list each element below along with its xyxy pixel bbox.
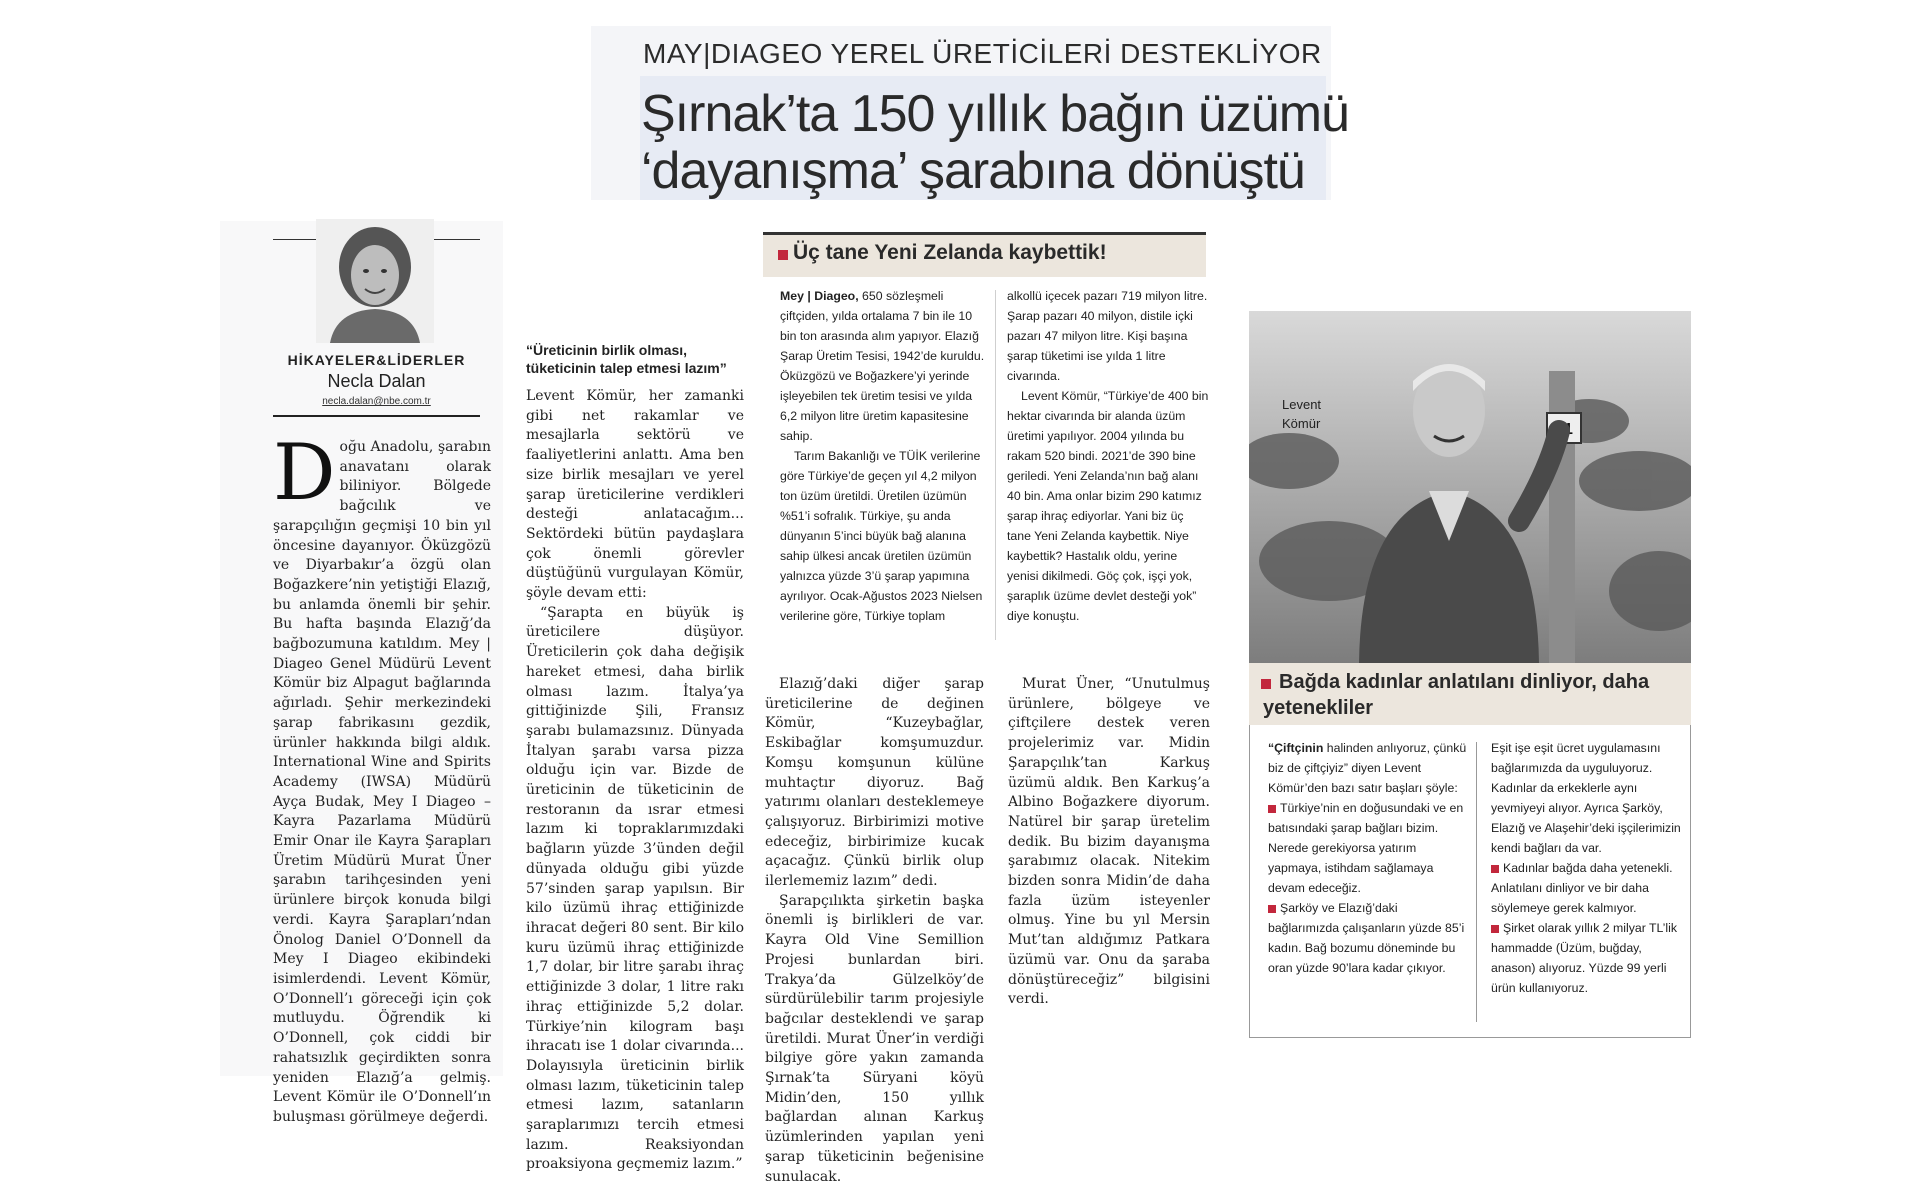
sidebar-paragraph: alkollü içecek pazarı 719 milyon litre. Şarap pazarı 40 milyon, distile içki pazarı 47 milyon litre. Kişi başına şarap tüketimi ise yılda 1 litre civarında.	[1007, 289, 1208, 383]
article-paragraph: Şarapçılıkta şirketin başka önemli iş birlikleri de var. Kayra Old Vine Semillion Projesi bunlardan biri. Trakya’da Gülzelköy’de sürdürülebilir tarım projesiyle bağcılar desteklendi ve şarap üretildi. Murat Üner’in verdiği bilgiye göre yakın zamanda Şırnak’ta Süryani köyü Midin’den, 150 yıllık bağlardan alınan Karkuş üzümlerinden yapılan yeni şarap tüketicinin beğenisine sunulacak.	[765, 892, 984, 1185]
sidebar-paragraph: Levent Kömür, “Türkiye’de 400 bin hektar civarında bir alanda üzüm üretimi yapılıyor. 2004 yılında bu rakam 520 bindi. 2021’de 390 bine geriledi. Yeni Zelanda’nın bağ alanı 40 bin. Ama onlar bizim 290 katımız şarap ihraç ediyorlar. Yani biz üç tane Yeni Zelanda kaybettik. Niye kaybettik? Hastalık oldu, yerine yenisi dikilmedi. Göç çok, işçi yok, şaraplık üzüme devlet desteği yok” diye konuştu.	[1007, 389, 1209, 623]
column-divider	[995, 290, 996, 640]
sidebar-box-column-2	[1007, 286, 1209, 626]
bullet-text: Şirket olarak yıllık 2 milyar TL’lik hammadde (Üzüm, buğday, anason) alıyoruz. Yüzde 99 yerli ürün kullanıyoruz.	[1491, 921, 1678, 995]
article-quote-paragraph: “Şarapta en büyük iş üreticilere düşüyor. Üreticilerin çok daha değişik hareket etmesi, daha birlik olması lazım. İtalya’ya gittiğinizde Şili, Fransız şarabı bulamazsınız. Dünyada İtalyan şarabı varsa pizza olduğu için var. Bizde de üreticinin de tüketicinin de restoranın da ısrar etmesi lazım ki topraklarımızdaki bağların yüzde 3’ünden değil dünyada olduğu gibi yüzde 57’sinden şarap yapılsın. Bir kilo üzümü ihraç ettiğinizde ihracat değeri 80 sent. Bir kilo kuru üzümü ihraç ettiğinizde 1,7 dolar, bir litre şarabı ihraç ettiğinizde 3 dolar, 1 litre rakı ihraç ettiğinizde 5,2 dolar. Türkiye’nin kilogram başı ihracatı ise 1 dolar civarında... Dolayısıyla üreticinin birlik olması lazım, tüketicinin talep etmesi lazım, satanların şaraplarımızı tercih etmesi lazım. Reaksiyondan proaksiyona geçmemiz lazım.”	[526, 604, 744, 1173]
women-box-lead-bold: “Çiftçinin	[1268, 741, 1324, 755]
vine-post-number: 21	[1555, 421, 1573, 438]
bullet-square-icon	[1268, 805, 1276, 813]
bullet-square-icon	[1268, 905, 1276, 913]
bullet-item	[1268, 798, 1468, 898]
author-email-link[interactable]: necla.dalan@nbe.com.tr	[322, 396, 431, 407]
article-paragraph: Murat Üner, “Unutulmuş ürünlere, bölgeye ve çiftçilere destek veren projelerimiz var. Midin Şarapçılık’tan Karkuş üzümü aldık. Ben Karkuş’a Albino Boğazkere diyorum. Natürel bir şarap üretelim dedik. Bu bizim dayanışma şarabımız olacak. Nitekim bizden sonra Midin’de daha fazla üzüm isteyenler olmuş. Yine bu yıl Mersin Mut’tan aldığımız Patkara üzümü var. Onu da şaraba dönüştüreceğiz” bilgisini verdi.	[1008, 676, 1210, 1008]
women-box-title: Bağda kadınlar anlatılanı dinliyor, daha yetenekliler	[1263, 671, 1650, 719]
bullet-item	[1491, 918, 1681, 998]
article-intro-text: oğu Anadolu, şarabın anavatanı olarak biliniyor. Bölgede bağcılık ve şarapçılığın geçmişi 10 bin yıl öncesine dayanıyor. Öküzgözü ve Diyarbakır’a özgü olan Boğazkere’nin yetiştiği Elazığ, bu anlamda önemli bir şehir. Bu hafta başında Elazığ’da bağbozumuna katıldım. Mey | Diageo Genel Müdürü Levent Kömür biz Alpagut bağlarında ağırladı. Şehir merkezindeki şarap fabrikasını gezdik, ürünler hakkında bilgi aldık. International Wine and Spirits Academy (IWSA) Müdürü Ayça Budak, Mey I Diageo – Kayra Pazarlama Müdürü Emir Onar ile Kayra Şarapları Üretim Müdürü Murat Üner şarabın tarihçesinden yeni ürünlere birçok konuda bilgi verdi. Kayra Şarapları’ndan Önolog Daniel O’Donnell da Mey I Diageo ekibindeki isimlerdendi. Levent Kömür, O’Donnell’ı göreceği için çok mutluydu. Öğrendik ki O’Donnell, çok ciddi bir rahatsızlık geçirdikten sonra yeniden Elazığ’a gelmiş. Levent Kömür ile O’Donnell’ın buluşması görülmeye değerdi.	[273, 439, 491, 1125]
bullet-text: Kadınlar bağda daha yetenekli. Anlatılanı dinliyor ve bir daha söylemeye gerek kalmıyor.	[1491, 861, 1673, 915]
bullet-text: Şarköy ve Elazığ’daki bağlarımızda çalışanların yüzde 85’i kadın. Bağ bozumu döneminde bu oran yüzde 90’lara kadar çıkıyor.	[1268, 901, 1465, 975]
article-kicker: MAY|DIAGEO YEREL ÜRETİCİLERİ DESTEKLİYOR	[643, 38, 1322, 69]
women-box-lead-text: halinden anlıyoruz, çünkü biz de çiftçiyiz” diyen Levent Kömür’den bazı satır başları şöyle:	[1268, 741, 1467, 795]
sidebar-box-title: Üç tane Yeni Zelanda kaybettik!	[793, 241, 1107, 264]
headline-line-1: Şırnak’ta 150 yıllık bağın üzümü	[641, 85, 1349, 143]
sidebar-text: 650 sözleşmeli çiftçiden, yılda ortalama 7 bin ile 10 bin ton arasında alım yapıyor. Elazığ Şarap Üretim Tesisi, 1942’de kuruldu. Öküzgözü ve Boğazkere’yi yerinde işleyebilen tek üretim tesisi ve yılda 6,2 milyon litre üretim kapasitesine sahip.	[780, 289, 985, 443]
article-column-4	[1008, 675, 1210, 1010]
bullet-square-icon	[1491, 865, 1499, 873]
column-brand: HİKAYELER&LİDERLER	[287, 352, 466, 368]
article-column-1	[273, 428, 491, 1128]
red-square-icon	[778, 250, 788, 260]
drop-cap: D	[273, 428, 336, 518]
article-subhead: “Üreticinin birlik olması, tüketicinin talep etmesi lazım”	[526, 342, 727, 376]
author-portrait-icon	[316, 219, 434, 343]
sidebar-lead: Mey | Diageo,	[780, 289, 859, 303]
article-paragraph: Levent Kömür, her zamanki gibi net rakamlar ve mesajlarla sektörü ve faaliyetlerini anlattı. Ama ben size birlik mesajları ve yerel şarap üreticilerine verdikleri desteği anlatacağım... Sektördeki bütün paydaşlara çok önemli görevler düştüğünü vurgulayan Kömür, şöyle devam etti:	[526, 388, 744, 602]
column-divider	[1476, 742, 1477, 1022]
photo-levent-komur	[1249, 311, 1691, 663]
photo-caption	[1282, 395, 1321, 433]
women-box-column-2	[1491, 738, 1681, 998]
photo-caption-line: Levent	[1282, 397, 1322, 412]
women-box-lead	[1268, 738, 1468, 798]
column-bottom-rule	[273, 415, 480, 417]
sidebar-paragraph: Tarım Bakanlığı ve TÜİK verilerine göre Türkiye’de geçen yıl 4,2 milyon ton üzüm üretildi. Üretilen üzümün %51’i sofralık. Türkiye, şu anda dünyanın 5’inci büyük bağ alanına sahip ülkesi ancak üretilen üzümün yalnızca yüzde 3’ü şarap yapımına ayrılıyor. Ocak-Ağustos 2023 Nielsen verilerine göre, Türkiye toplam	[780, 449, 983, 623]
bullet-text: Türkiye’nin en doğusundaki ve en batısındaki şarap bağları bizim. Nerede gerekiyorsa yatırım yapmaya, istihdam sağlamaya devam edeceğiz.	[1268, 801, 1464, 895]
article-paragraph: Elazığ’daki diğer şarap üreticilerine de değinen Kömür, “Kuzeybağlar, Eskibağlar komşumuzdur. Komşu komşunun külüne muhtaçtır diyoruz. Bağ yatırımı olanları desteklemeye çalışıyoruz. Birbirimizi motive edeceğiz, birbirimize kucak açacağız. Çünkü birlik olup ilerlememiz lazım” dedi.	[765, 676, 984, 890]
portrait-photo-icon	[1249, 311, 1691, 663]
article-column-3	[765, 675, 984, 1187]
photo-caption-line: Kömür	[1282, 416, 1321, 431]
bullet-square-icon	[1491, 925, 1499, 933]
women-box-paragraph: Eşit işe eşit ücret uygulamasını bağlarımızda da uyguluyoruz. Kadınlar da erkeklerle aynı yevmiyeyi alıyor. Ayrıca Şarköy, Elazığ ve Alaşehir’deki işçilerimizin kendi bağları da var.	[1491, 741, 1681, 855]
article-column-2	[526, 387, 744, 1175]
bullet-item	[1491, 858, 1681, 918]
headline-line-2: ‘dayanışma’ şarabına dönüştü	[641, 142, 1305, 200]
women-box-column-1	[1268, 738, 1468, 978]
bullet-item	[1268, 898, 1468, 978]
sidebar-box-column-1	[780, 286, 986, 626]
author-name: Necla Dalan	[327, 371, 426, 391]
author-avatar	[316, 219, 434, 343]
sidebar-paragraph	[780, 286, 986, 446]
